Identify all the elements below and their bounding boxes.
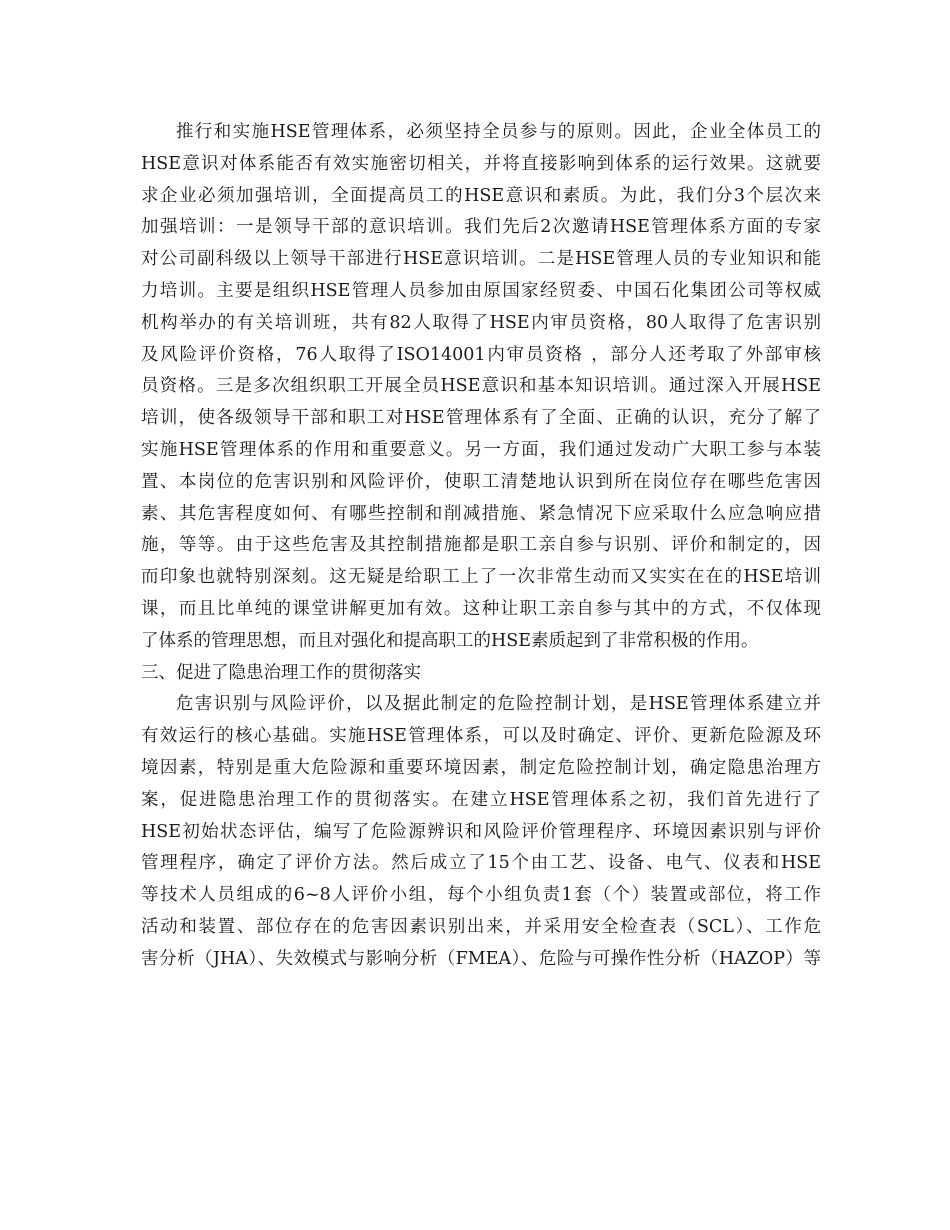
text-line: 实施HSE管理体系的作用和重要意义。另一方面，我们通过发动广大职工参与本装 [141,439,821,460]
text-line: 管理程序，确定了评价方法。然后成立了15个由工艺、设备、电气、仪表和HSE [141,853,821,874]
text-line: 课，而且比单纯的课堂讲解更加有效。这种让职工亲自参与其中的方式，不仅体现 [141,598,821,619]
text-line: 境因素，特别是重大危险源和重要环境因素，制定危险控制计划，确定隐患治理方 [141,757,821,778]
text-line: 机构举办的有关培训班，共有82人取得了HSE内审员资格，80人取得了危害识别 [141,312,821,333]
text-line: 等技术人员组成的6~8人评价小组，每个小组负责1套（个）装置或部位，将工作 [141,885,821,906]
text-line: 而印象也就特别深刻。这无疑是给职工上了一次非常生动而又实实在在的HSE培训 [141,567,821,588]
text-line: 了体系的管理思想，而且对强化和提高职工的HSE素质起到了非常积极的作用。 [141,630,759,651]
text-line: 及风险评价资格，76人取得了ISO14001内审员资格 ，部分人还考取了外部审核 [141,344,821,365]
text-line: 害分析（JHA）、失效模式与影响分析（FMEA）、危险与可操作性分析（HAZOP）等 [141,948,821,969]
text-line: 置、本岗位的危害识别和风险评价，使职工清楚地认识到所在岗位存在哪些危害因 [141,471,821,492]
text-line: 培训，使各级领导干部和职工对HSE管理体系有了全面、正确的认识，充分了解了 [141,408,821,429]
text-line: 素、其危害程度如何、有哪些控制和削减措施、紧急情况下应采取什么应急响应措 [141,503,821,524]
section-heading: 三、促进了隐患治理工作的贯彻落实 [141,662,421,683]
text-line: 推行和实施HSE管理体系，必须坚持全员参与的原则。因此，企业全体员工的 [176,122,821,142]
text-line: 案，促进隐患治理工作的贯彻落实。在建立HSE管理体系之初，我们首先进行了 [141,789,821,810]
text-line: 对公司副科级以上领导干部进行HSE意识培训。二是HSE管理人员的专业知识和能 [141,249,821,270]
text-line: 员资格。三是多次组织职工开展全员HSE意识和基本知识培训。通过深入开展HSE [141,376,821,397]
text-line: 危害识别与风险评价，以及据此制定的危险控制计划，是HSE管理体系建立并 [176,694,821,715]
text-line: HSE意识对体系能否有效实施密切相关，并将直接影响到体系的运行效果。这就要 [141,153,821,174]
text-line: 求企业必须加强培训，全面提高员工的HSE意识和素质。为此，我们分3个层次来 [141,185,821,206]
text-line: 有效运行的核心基础。实施HSE管理体系，可以及时确定、评价、更新危险源及环 [141,726,821,747]
text-line: 加强培训：一是领导干部的意识培训。我们先后2次邀请HSE管理体系方面的专家 [141,217,821,238]
text-line: 施，等等。由于这些危害及其控制措施都是职工亲自参与识别、评价和制定的，因 [141,535,821,556]
text-line: 活动和装置、部位存在的危害因素识别出来，并采用安全检查表（SCL）、工作危 [141,916,821,937]
text-line: HSE初始状态评估，编写了危险源辨识和风险评价管理程序、环境因素识别与评价 [141,821,821,842]
text-line: 力培训。主要是组织HSE管理人员参加由原国家经贸委、中国石化集团公司等权威 [141,280,821,301]
document-body [141,117,821,976]
